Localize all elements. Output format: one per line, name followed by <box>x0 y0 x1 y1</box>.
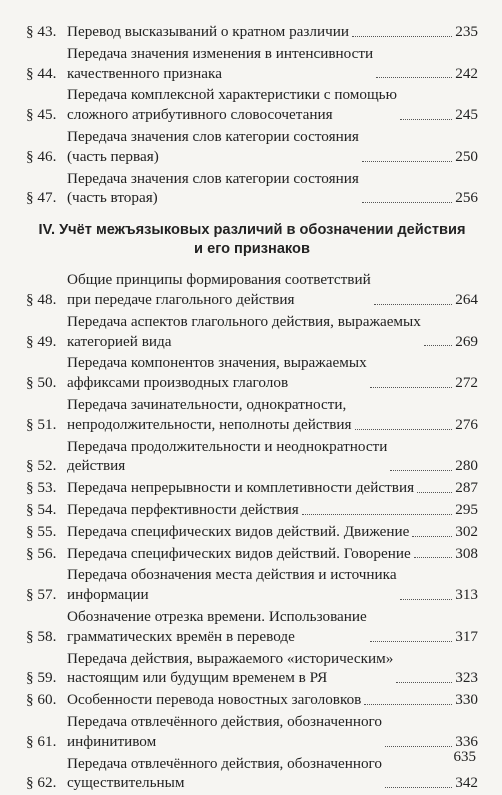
toc-entry <box>26 649 478 689</box>
toc-list-bottom <box>26 270 478 793</box>
toc-entry-number: § 47. <box>26 189 57 207</box>
toc-entry <box>26 522 478 542</box>
toc-entry-number: § 55. <box>26 522 57 540</box>
toc-entry-title-line: Передача аспектов глагольного действия, выражаемых <box>67 312 421 330</box>
dot-leader <box>417 492 452 493</box>
toc-entry-title-line: существительным <box>67 774 185 792</box>
dot-leader <box>396 682 452 683</box>
toc-entry-number: § 44. <box>26 64 57 82</box>
section-heading-line-1: IV. Учёт межъязыковых различий в обозначении действия <box>38 222 466 239</box>
dot-leader <box>362 202 452 203</box>
toc-entry-title-line: Обозначение отрезка времени. Использование <box>67 607 367 625</box>
toc-entry-title-line: Передача действия, выражаемого «историческим» <box>67 649 394 667</box>
toc-entry-title-line: Передача значения слов категории состояния <box>67 169 359 187</box>
toc-entry-number: § 58. <box>26 627 57 645</box>
toc-entry-title-line: при передаче глагольного действия <box>67 290 295 308</box>
toc-entry-page: 276 <box>455 415 478 433</box>
toc-entry-title-line: действия <box>67 457 126 475</box>
toc-entry-title-line: грамматических времён в переводе <box>67 627 295 645</box>
toc-entry <box>26 544 478 564</box>
toc-entry-title-line: непродолжительности, неполноты действия <box>67 415 352 433</box>
toc-entry <box>26 690 478 710</box>
toc-entry-title-line: (часть первая) <box>67 147 159 165</box>
toc-entry-title-line: Передача специфических видов действий. Говорение <box>67 544 411 562</box>
toc-entry-title-line: настоящим или будущим временем в РЯ <box>67 669 328 687</box>
toc-entry-number: § 53. <box>26 479 57 497</box>
dot-leader <box>355 429 453 430</box>
toc-entry <box>26 85 478 125</box>
table-of-contents <box>26 22 478 795</box>
toc-entry-title-line: Передача зачинательности, однократности, <box>67 395 347 413</box>
toc-entry <box>26 500 478 520</box>
toc-entry <box>26 169 478 209</box>
toc-entry-number: § 60. <box>26 691 57 709</box>
toc-entry-page: 317 <box>455 627 478 645</box>
toc-entry-number: § 46. <box>26 147 57 165</box>
toc-entry-title-line: Передача отвлечённого действия, обозначенного <box>67 712 382 730</box>
toc-entry-title-line: информации <box>67 586 149 604</box>
toc-entry-number: § 48. <box>26 290 57 308</box>
toc-entry-title-line: Передача перфективности действия <box>67 500 299 518</box>
toc-entry <box>26 270 478 310</box>
toc-entry-page: 245 <box>455 106 478 124</box>
dot-leader <box>400 599 453 600</box>
toc-entry-number: § 43. <box>26 23 57 40</box>
toc-entry-title-line: качественного признака <box>67 64 222 82</box>
dot-leader <box>370 387 453 388</box>
dot-leader <box>374 304 453 305</box>
toc-entry-number: § 62. <box>26 774 57 792</box>
toc-entry <box>26 607 478 647</box>
toc-entry-title-line: Передача непрерывности и комплетивности действия <box>67 479 415 497</box>
toc-entry-title-line: инфинитивом <box>67 732 157 750</box>
toc-entry-page: 269 <box>455 332 478 350</box>
toc-list-top <box>26 22 478 208</box>
toc-entry <box>26 353 478 393</box>
toc-entry-page: 308 <box>455 544 478 562</box>
toc-entry-page: 242 <box>455 64 478 82</box>
toc-entry-number: § 56. <box>26 544 57 562</box>
toc-entry-page: 256 <box>455 189 478 207</box>
toc-entry <box>26 754 478 794</box>
dot-leader <box>400 119 452 120</box>
toc-entry-title-line: Передача отвлечённого действия, обозначенного <box>67 754 382 772</box>
toc-entry-title-line: Передача компонентов значения, выражаемых <box>67 354 367 372</box>
toc-entry-title-line: Перевод высказываний о кратном различии <box>67 23 350 40</box>
toc-entry-title-line: Передача значения изменения в интенсивности <box>67 44 374 62</box>
section-heading-line-2: и его признаков <box>194 241 310 258</box>
toc-entry <box>26 312 478 352</box>
toc-entry-title-line: Передача значения слов категории состояния <box>67 127 359 145</box>
page-number: 635 <box>453 749 476 765</box>
dot-leader <box>302 514 453 515</box>
toc-entry-title-line: Передача специфических видов действий. Движение <box>67 522 410 540</box>
toc-entry <box>26 478 478 498</box>
dot-leader <box>364 704 452 705</box>
toc-entry-page: 295 <box>455 500 478 518</box>
toc-entry-number: § 50. <box>26 374 57 392</box>
toc-entry-page: 250 <box>455 147 478 165</box>
toc-entry-number: § 61. <box>26 732 57 750</box>
dot-leader <box>414 557 452 558</box>
toc-entry-page: 272 <box>455 374 478 392</box>
toc-entry-number: § 49. <box>26 332 57 350</box>
toc-entry <box>26 395 478 435</box>
toc-entry <box>26 437 478 477</box>
toc-entry-title-line: Передача обозначения места действия и источника <box>67 566 397 584</box>
dot-leader <box>385 746 452 747</box>
toc-entry <box>26 127 478 167</box>
toc-entry-title-line: Общие принципы формирования соответствий <box>67 271 371 289</box>
toc-entry-number: § 51. <box>26 415 57 433</box>
toc-entry-page: 323 <box>455 669 478 687</box>
toc-entry-title-line: Передача продолжительности и неоднократности <box>67 437 388 455</box>
toc-entry-number: § 54. <box>26 500 57 518</box>
toc-entry <box>26 565 478 605</box>
toc-entry-title-line: сложного атрибутивного словосочетания <box>67 106 333 124</box>
toc-entry-page: 336 <box>455 732 478 750</box>
toc-entry-page: 280 <box>455 457 478 475</box>
toc-entry <box>26 22 478 42</box>
toc-entry-title-line: (часть вторая) <box>67 189 158 207</box>
toc-entry-title-line: Особенности перевода новостных заголовков <box>67 691 362 709</box>
section-heading <box>26 221 478 259</box>
toc-entry-number: § 52. <box>26 457 57 475</box>
toc-entry <box>26 44 478 84</box>
toc-entry-title-line: категорией вида <box>67 332 172 350</box>
toc-entry <box>26 712 478 752</box>
toc-entry-title-line: аффиксами производных глаголов <box>67 374 289 392</box>
toc-entry-page: 330 <box>455 691 478 709</box>
toc-entry-page: 313 <box>455 586 478 604</box>
dot-leader <box>376 77 452 78</box>
dot-leader <box>424 345 452 346</box>
toc-entry-page: 264 <box>455 290 478 308</box>
toc-entry-page: 235 <box>455 23 478 40</box>
dot-leader <box>412 536 452 537</box>
toc-entry-page: 287 <box>455 479 478 497</box>
toc-entry-number: § 59. <box>26 669 57 687</box>
toc-entry-title-line: Передача комплексной характеристики с помощью <box>67 86 397 104</box>
toc-entry-number: § 45. <box>26 106 57 124</box>
toc-entry-page: 342 <box>455 774 478 792</box>
dot-leader <box>352 36 452 37</box>
toc-entry-number: § 57. <box>26 586 57 604</box>
dot-leader <box>370 641 452 642</box>
dot-leader <box>390 470 452 471</box>
dot-leader <box>362 161 452 162</box>
dot-leader <box>385 787 452 788</box>
toc-entry-page: 302 <box>455 522 478 540</box>
